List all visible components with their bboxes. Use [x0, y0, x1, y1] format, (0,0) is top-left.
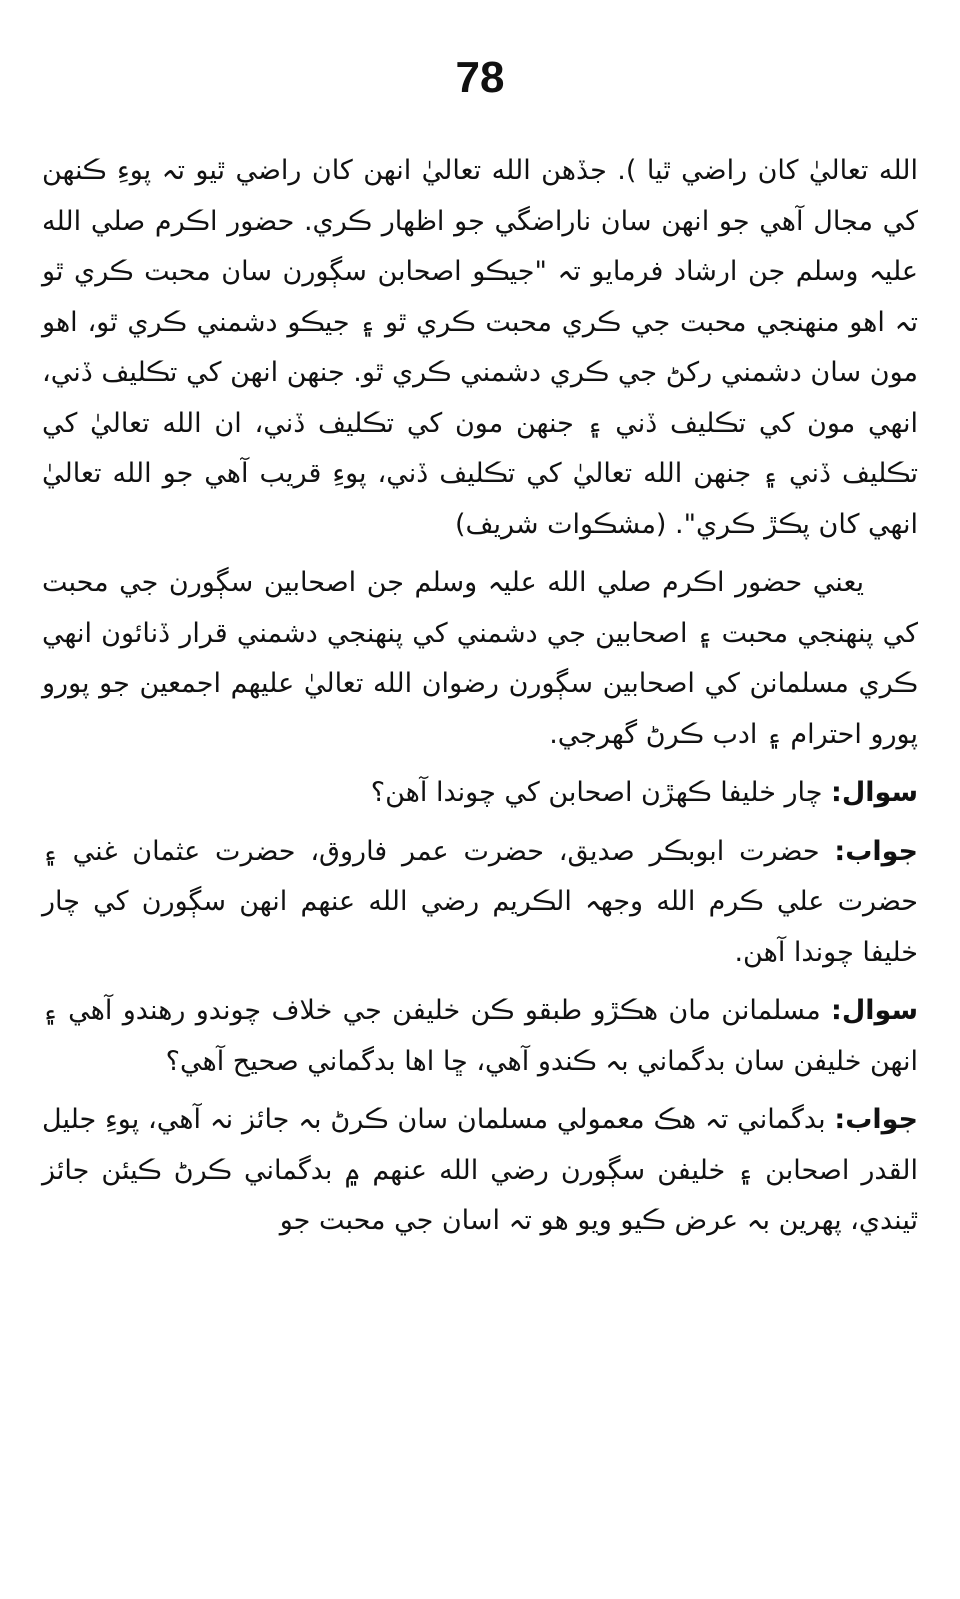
answer-text: حضرت ابوبڪر صديق، حضرت عمر فاروق، حضرت عثمان غني ۽ حضرت علي ڪرم الله وجهہ الڪريم رضي الله عنهم انهن سڳورن کي چار خليفا چوندا آهن.: [42, 835, 918, 968]
question-label: سوال:: [831, 777, 918, 808]
paragraph-explanation: يعني حضور اڪرم صلي الله عليہ وسلم جن اصحابين سڳورن جي محبت کي پنهنجي محبت ۽ اصحابين جي دشمني کي پنهنجي دشمني قرار ڏنائون انهي ڪري مسلمانن کي اصحابين سڳورن رضوان الله تعاليٰ عليهم اجمعين جو پورو پورو احترام ۽ ادب ڪرڻ گهرجي.: [42, 567, 918, 750]
page-number: 78: [455, 53, 505, 102]
answer-2: [42, 1095, 918, 1247]
answer-text: بدگماني تہ هڪ معمولي مسلمان سان ڪرڻ بہ جائز نہ آهي، پوءِ جليل القدر اصحابن ۽ خليفن سڳورن رضي الله عنهم ۾ بدگماني ڪرڻ ڪيئن جائز ٿيندي، پهرين بہ عرض ڪيو ويو هو تہ اسان جي محبت جو: [42, 1104, 918, 1236]
question-2: [42, 986, 918, 1087]
question-1: [42, 768, 918, 819]
answer-1: [42, 827, 918, 979]
question-label: سوال:: [831, 995, 918, 1026]
paragraph-hadith: الله تعاليٰ کان راضي ٿيا ). جڏهن الله تعاليٰ انهن کان راضي ٿيو تہ پوءِ ڪنهن کي مجال آهي جو انهن سان ناراضگي جو اظهار ڪري. حضور اڪرم صلي الله عليہ وسلم جن ارشاد فرمايو تہ "جيڪو اصحابن سڳورن سان محبت ڪري ٿو تہ اهو منهنجي محبت جي ڪري محبت ڪري ٿو ۽ جيڪو دشمني ڪري ٿو، اهو مون سان دشمني رکڻ جي ڪري دشمني ڪري ٿو. جنهن انهن کي تڪليف ڏني، انهي مون کي تڪليف ڏني ۽ جنهن مون کي تڪليف ڏني، ان الله تعاليٰ کي تڪليف ڏني ۽ جنهن الله تعاليٰ کي تڪليف ڏني، پوءِ قريب آهي جو الله تعاليٰ انهي کان پڪڙ ڪري". (مشڪوات شريف): [42, 155, 918, 540]
question-text: چار خليفا ڪهڙن اصحابن کي چوندا آهن؟: [370, 777, 832, 808]
question-text: مسلمانن مان هڪڙو طبقو ڪن خليفن جي خلاف چوندو رهندو آهي ۽ انهن خليفن سان بدگماني بہ ڪندو آهي، ڇا اها بدگماني صحيح آهي؟: [42, 995, 918, 1077]
body-text: [42, 146, 918, 1247]
answer-label: جواب:: [834, 835, 918, 867]
answer-label: جواب:: [834, 1104, 918, 1135]
